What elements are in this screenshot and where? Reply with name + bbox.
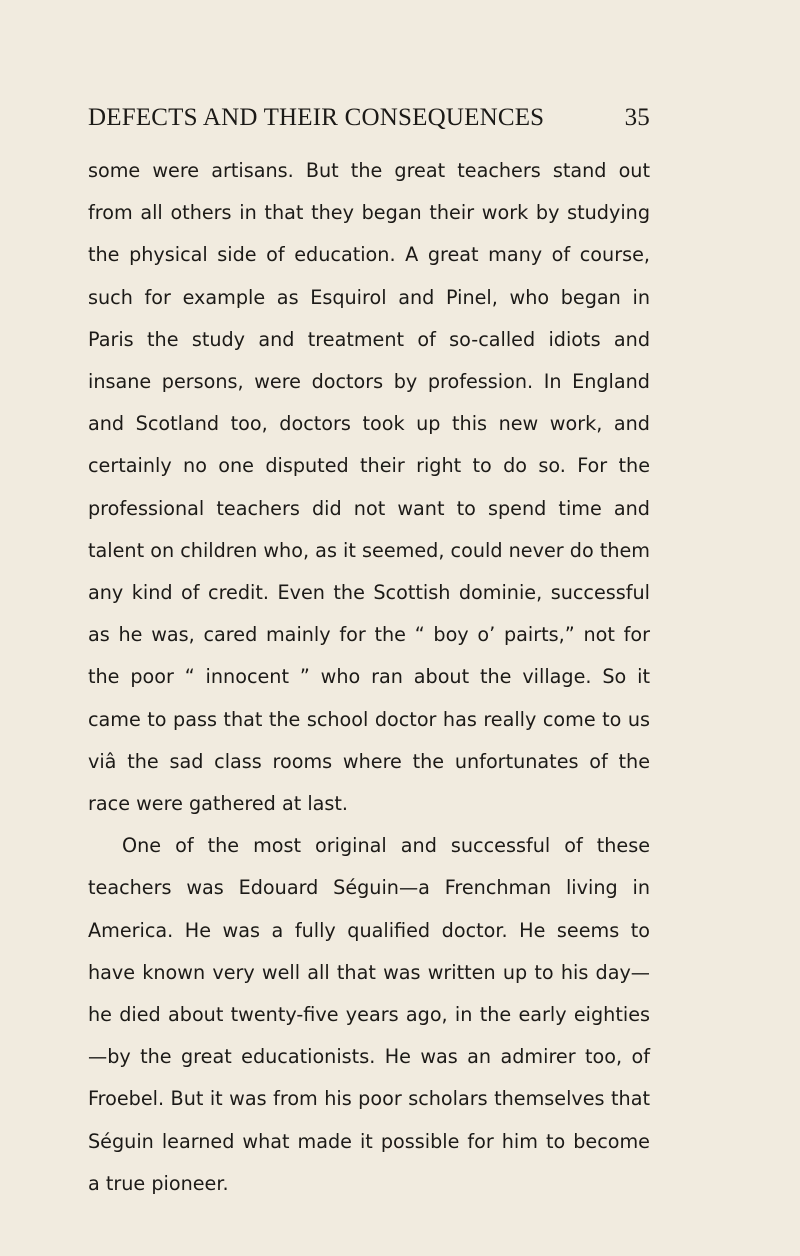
running-head xyxy=(88,104,650,144)
paragraph-continued: some were artisans. But the great teachers stand out from all others in that they began their work by studying the physical side of education. A great many of course, such for example as Esquirol and Pinel, who began in Paris the study and treatment of so-called idiots and insane persons, were doctors by profession. In England and Scotland too, doctors took up this new work, and certainly no one disputed their right to do so. For the professional teachers did not want to spend time and talent on children who, as it seemed, could never do them any kind of credit. Even the Scottish dominie, successful as he was, cared mainly for the “ boy o’ pairts,” not for the poor “ innocent ” who ran about the village. So it came to pass that the school doctor has really come to us viâ the sad class rooms where the unfortunates of the race were gathered at last. xyxy=(88,159,650,816)
paragraph-seguin: One of the most original and successful of these teachers was Edouard Séguin—a Frenchman living in America. He was a fully qualified doctor. He seems to have known very well all that was written up to his day—he died about twenty-five years ago, in the early eighties—by the great educationists. He was an admirer too, of Froebel. But it was from his poor scholars themselves that Séguin learned what made it possible for him to become a true pioneer. xyxy=(88,834,650,1195)
body-text xyxy=(88,150,650,1205)
page-number: 35 xyxy=(624,104,650,131)
running-title: DEFECTS AND THEIR CONSEQUENCES xyxy=(88,104,545,131)
